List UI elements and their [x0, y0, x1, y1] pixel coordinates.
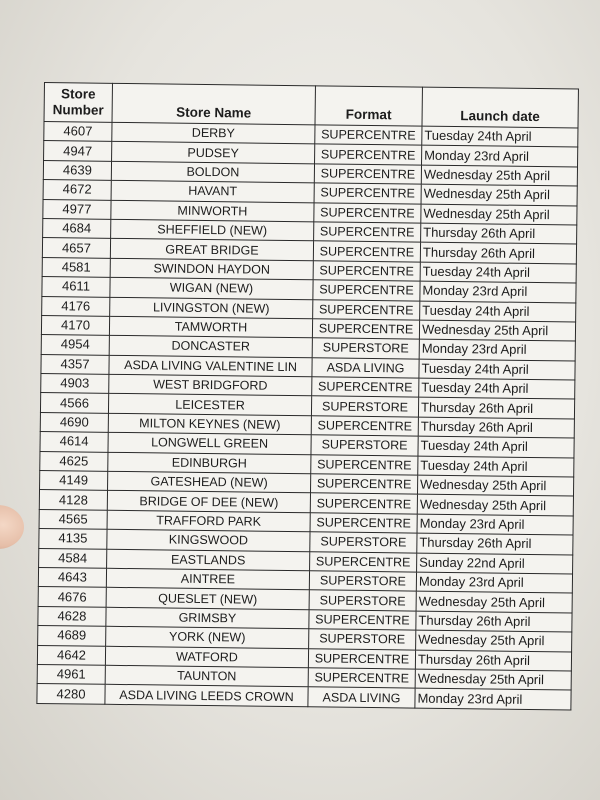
- store-name-cell: YORK (NEW): [106, 626, 309, 648]
- store-number-cell: 4657: [42, 238, 110, 258]
- format-cell: SUPERCENTRE: [310, 493, 417, 514]
- store-name-cell: BOLDON: [111, 161, 314, 183]
- launch-date-cell: Tuesday 24th April: [418, 456, 574, 477]
- launch-date-cell: Tuesday 24th April: [418, 436, 574, 457]
- store-number-cell: 4280: [37, 684, 105, 704]
- format-cell: SUPERCENTRE: [308, 648, 415, 669]
- format-cell: SUPERSTORE: [309, 629, 416, 650]
- store-name-cell: GRIMSBY: [106, 607, 309, 629]
- format-cell: SUPERCENTRE: [310, 474, 417, 495]
- format-cell: SUPERSTORE: [310, 532, 417, 553]
- store-name-cell: DONCASTER: [109, 336, 312, 358]
- store-number-cell: 4977: [43, 199, 111, 219]
- launch-date-cell: Wednesday 25th April: [417, 495, 573, 516]
- launch-date-cell: Monday 23rd April: [416, 572, 572, 593]
- format-cell: SUPERSTORE: [311, 435, 418, 456]
- launch-date-cell: Thursday 26th April: [416, 611, 572, 632]
- launch-date-cell: Monday 23rd April: [415, 688, 571, 709]
- launch-date-cell: Wednesday 25th April: [415, 669, 571, 690]
- store-name-cell: AINTREE: [106, 568, 309, 590]
- store-name-cell: TAMWORTH: [109, 316, 312, 338]
- format-cell: SUPERCENTRE: [312, 319, 419, 340]
- launch-date-cell: Tuesday 24th April: [419, 378, 575, 399]
- store-name-cell: GATESHEAD (NEW): [108, 471, 311, 493]
- format-cell: ASDA LIVING: [308, 687, 415, 708]
- store-name-cell: EASTLANDS: [107, 549, 310, 571]
- store-name-cell: TRAFFORD PARK: [107, 510, 310, 532]
- store-number-cell: 4684: [43, 218, 111, 238]
- store-number-cell: 4954: [41, 335, 109, 355]
- store-name-cell: BRIDGE OF DEE (NEW): [107, 491, 310, 513]
- store-number-cell: 4961: [37, 664, 105, 684]
- launch-date-cell: Thursday 26th April: [417, 533, 573, 554]
- header-store-number: [44, 83, 112, 123]
- launch-date-cell: Thursday 26th April: [420, 242, 576, 263]
- format-cell: SUPERCENTRE: [309, 610, 416, 631]
- store-number-cell: 4584: [39, 548, 107, 568]
- launch-date-cell: Wednesday 25th April: [417, 475, 573, 496]
- format-cell: SUPERCENTRE: [313, 241, 420, 262]
- store-number-cell: 4135: [39, 529, 107, 549]
- format-cell: SUPERCENTRE: [315, 125, 422, 146]
- store-number-cell: 4611: [42, 277, 110, 297]
- store-name-cell: LONGWELL GREEN: [108, 433, 311, 455]
- launch-date-cell: Thursday 26th April: [418, 417, 574, 438]
- launch-date-cell: Thursday 26th April: [421, 223, 577, 244]
- store-name-cell: MINWORTH: [111, 200, 314, 222]
- header-store-number-line1: Store: [61, 86, 96, 102]
- launch-date-cell: Monday 23rd April: [417, 514, 573, 535]
- store-number-cell: 4149: [40, 471, 108, 491]
- store-number-cell: 4128: [39, 490, 107, 510]
- store-name-cell: ASDA LIVING LEEDS CROWN: [105, 685, 308, 707]
- store-number-cell: 4676: [38, 587, 106, 607]
- store-number-cell: 4690: [40, 412, 108, 432]
- launch-date-cell: Wednesday 25th April: [421, 165, 577, 186]
- store-name-cell: HAVANT: [111, 181, 314, 203]
- store-name-cell: ASDA LIVING VALENTINE LIN: [109, 355, 312, 377]
- store-number-cell: 4689: [38, 626, 106, 646]
- launch-date-cell: Monday 23rd April: [420, 281, 576, 302]
- format-cell: SUPERSTORE: [309, 571, 416, 592]
- launch-date-cell: Tuesday 24th April: [422, 126, 578, 147]
- store-number-cell: 4614: [40, 432, 108, 452]
- launch-date-cell: Tuesday 24th April: [419, 359, 575, 380]
- launch-date-cell: Wednesday 25th April: [416, 630, 572, 651]
- store-name-cell: EDINBURGH: [108, 452, 311, 474]
- store-name-cell: GREAT BRIDGE: [110, 239, 313, 261]
- store-name-cell: KINGSWOOD: [107, 530, 310, 552]
- format-cell: SUPERCENTRE: [313, 261, 420, 282]
- store-name-cell: WEST BRIDGFORD: [109, 374, 312, 396]
- store-name-cell: QUESLET (NEW): [106, 588, 309, 610]
- format-cell: SUPERCENTRE: [312, 377, 419, 398]
- launch-date-cell: Wednesday 25th April: [419, 320, 575, 341]
- store-name-cell: PUDSEY: [112, 142, 315, 164]
- store-name-cell: MILTON KEYNES (NEW): [108, 413, 311, 435]
- format-cell: SUPERSTORE: [311, 396, 418, 417]
- store-name-cell: WIGAN (NEW): [110, 277, 313, 299]
- store-number-cell: 4176: [42, 296, 110, 316]
- format-cell: SUPERCENTRE: [310, 513, 417, 534]
- format-cell: SUPERCENTRE: [314, 183, 421, 204]
- store-number-cell: 4639: [43, 160, 111, 180]
- store-name-cell: LIVINGSTON (NEW): [110, 297, 313, 319]
- format-cell: SUPERCENTRE: [314, 222, 421, 243]
- launch-date-cell: Tuesday 24th April: [420, 301, 576, 322]
- launch-date-cell: Tuesday 24th April: [420, 262, 576, 283]
- launch-date-cell: Wednesday 25th April: [421, 184, 577, 205]
- store-name-cell: SWINDON HAYDON: [110, 258, 313, 280]
- header-store-name: Store Name: [112, 83, 315, 124]
- format-cell: SUPERCENTRE: [315, 144, 422, 165]
- store-name-cell: WATFORD: [105, 646, 308, 668]
- store-number-cell: 4947: [44, 141, 112, 161]
- format-cell: SUPERSTORE: [309, 590, 416, 611]
- store-number-cell: 4566: [40, 393, 108, 413]
- format-cell: SUPERCENTRE: [314, 202, 421, 223]
- store-number-cell: 4607: [44, 122, 112, 142]
- launch-date-cell: Wednesday 25th April: [421, 204, 577, 225]
- store-number-cell: 4581: [42, 257, 110, 277]
- launch-date-cell: Wednesday 25th April: [416, 591, 572, 612]
- store-name-cell: SHEFFIELD (NEW): [111, 219, 314, 241]
- store-name-cell: LEICESTER: [108, 394, 311, 416]
- store-number-cell: 4625: [40, 451, 108, 471]
- format-cell: ASDA LIVING: [312, 357, 419, 378]
- launch-date-cell: Thursday 26th April: [415, 650, 571, 671]
- launch-date-cell: Monday 23rd April: [419, 339, 575, 360]
- store-number-cell: 4672: [43, 180, 111, 200]
- header-store-number-line2: Number: [52, 102, 104, 118]
- format-cell: SUPERCENTRE: [311, 454, 418, 475]
- store-number-cell: 4643: [38, 567, 106, 587]
- store-number-cell: 4170: [41, 315, 109, 335]
- store-number-cell: 4642: [37, 645, 105, 665]
- header-launch-date: Launch date: [422, 87, 578, 128]
- store-number-cell: 4903: [41, 374, 109, 394]
- format-cell: SUPERCENTRE: [314, 164, 421, 185]
- format-cell: SUPERCENTRE: [313, 299, 420, 320]
- format-cell: SUPERCENTRE: [311, 416, 418, 437]
- header-format: Format: [315, 86, 422, 126]
- store-name-cell: DERBY: [112, 122, 315, 144]
- format-cell: SUPERSTORE: [312, 338, 419, 359]
- launch-date-cell: Thursday 26th April: [418, 398, 574, 419]
- store-launch-table-container: [36, 82, 578, 710]
- launch-date-cell: Sunday 22nd April: [417, 553, 573, 574]
- store-launch-table: [36, 82, 579, 710]
- store-number-cell: 4628: [38, 606, 106, 626]
- store-number-cell: 4565: [39, 509, 107, 529]
- store-number-cell: 4357: [41, 354, 109, 374]
- format-cell: SUPERCENTRE: [308, 668, 415, 689]
- store-name-cell: TAUNTON: [105, 665, 308, 687]
- launch-date-cell: Monday 23rd April: [422, 146, 578, 167]
- format-cell: SUPERCENTRE: [313, 280, 420, 301]
- format-cell: SUPERCENTRE: [310, 551, 417, 572]
- header-row: [44, 83, 578, 129]
